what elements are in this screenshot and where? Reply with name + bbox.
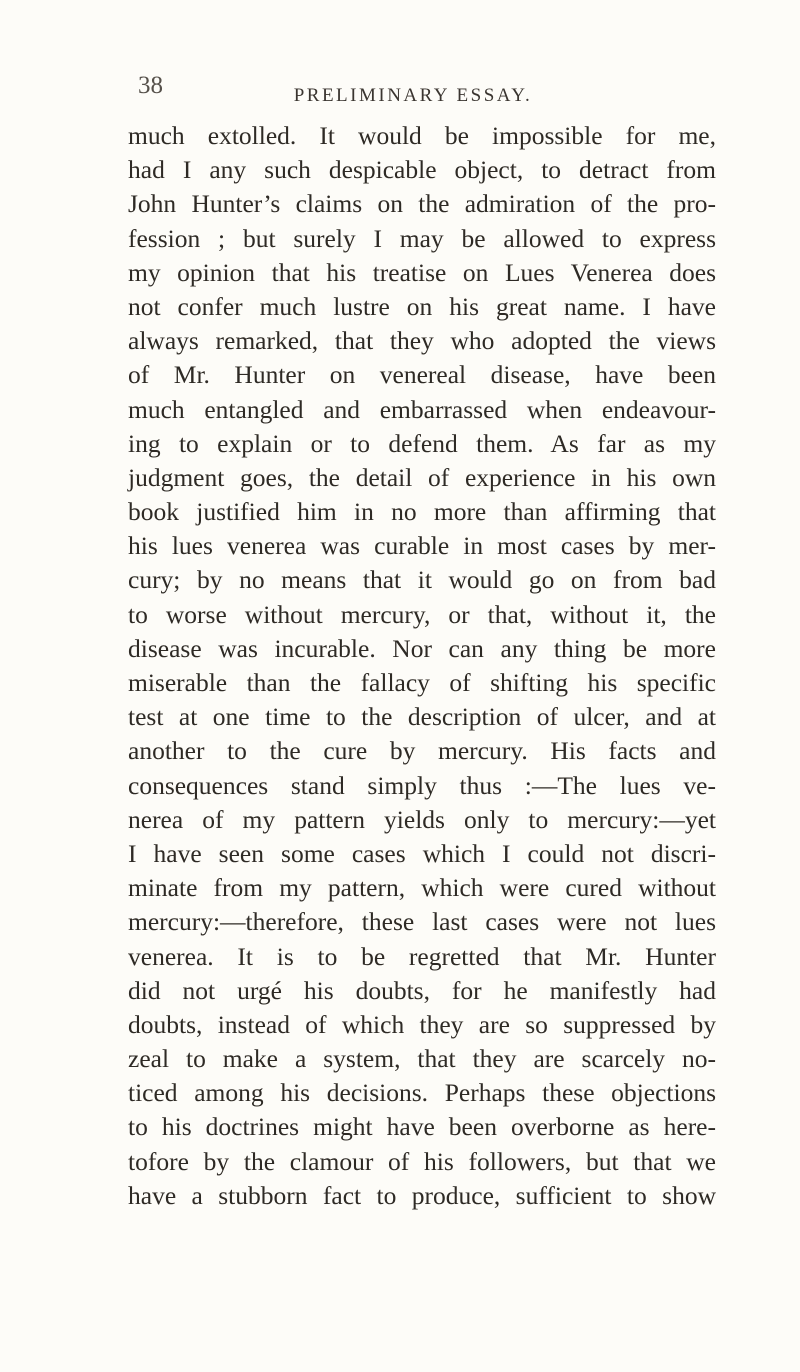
text-line: tofore by the clamour of his followers, but that we — [128, 1146, 716, 1176]
text-line: ticed among his decisions. Perhaps these objections — [128, 1078, 716, 1108]
text-line: ing to explain or to defend them. As far as my — [128, 428, 716, 458]
text-line: did not urgé his doubts, for he manifestly had — [128, 975, 716, 1005]
text-line: had I any such despicable object, to detract from — [128, 155, 716, 185]
text-line: consequences stand simply thus :—The lues ve- — [128, 770, 716, 800]
text-line: another to the cure by mercury. His facts and — [128, 736, 716, 766]
body-text — [128, 119, 716, 1213]
text-line: judgment goes, the detail of experience in his own — [128, 462, 716, 492]
text-line: have a stubborn fact to produce, sufficient to show — [128, 1180, 716, 1210]
text-line: mercury:—therefore, these last cases were not lues — [128, 907, 716, 937]
text-line: his lues venerea was curable in most cases by mer- — [128, 531, 716, 561]
text-line: book justified him in no more than affirming that — [128, 497, 716, 527]
running-head: PRELIMINARY ESSAY. — [293, 85, 533, 106]
text-line: cury; by no means that it would go on from bad — [128, 565, 716, 595]
text-line: of Mr. Hunter on venereal disease, have been — [128, 360, 716, 390]
text-line: disease was incurable. Nor can any thing be more — [128, 633, 716, 663]
text-line: John Hunter’s claims on the admiration of the pro- — [128, 189, 716, 219]
text-line: much extolled. It would be impossible for me, — [128, 121, 716, 150]
text-line: my opinion that his treatise on Lues Venerea does — [128, 257, 716, 287]
text-line: fession ; but surely I may be allowed to express — [128, 223, 716, 253]
text-line: not confer much lustre on his great name. I have — [128, 291, 716, 321]
text-line: I have seen some cases which I could not discri- — [128, 838, 716, 868]
text-line: much entangled and embarrassed when endeavour- — [128, 394, 716, 424]
page-number: 38 — [138, 72, 163, 99]
text-line: minate from my pattern, which were cured without — [128, 873, 716, 903]
text-line: doubts, instead of which they are so suppressed by — [128, 1009, 716, 1039]
text-line: nerea of my pattern yields only to mercury:—yet — [128, 804, 716, 834]
text-line: venerea. It is to be regretted that Mr. Hunter — [128, 941, 716, 971]
text-line: to worse without mercury, or that, without it, the — [128, 599, 716, 629]
text-line: always remarked, that they who adopted the views — [128, 326, 716, 356]
text-line: zeal to make a system, that they are scarcely no- — [128, 1044, 716, 1074]
text-line: miserable than the fallacy of shifting his specific — [128, 668, 716, 697]
text-line: test at one time to the description of ulcer, and at — [128, 702, 716, 732]
text-line: to his doctrines might have been overborne as here- — [128, 1112, 716, 1142]
